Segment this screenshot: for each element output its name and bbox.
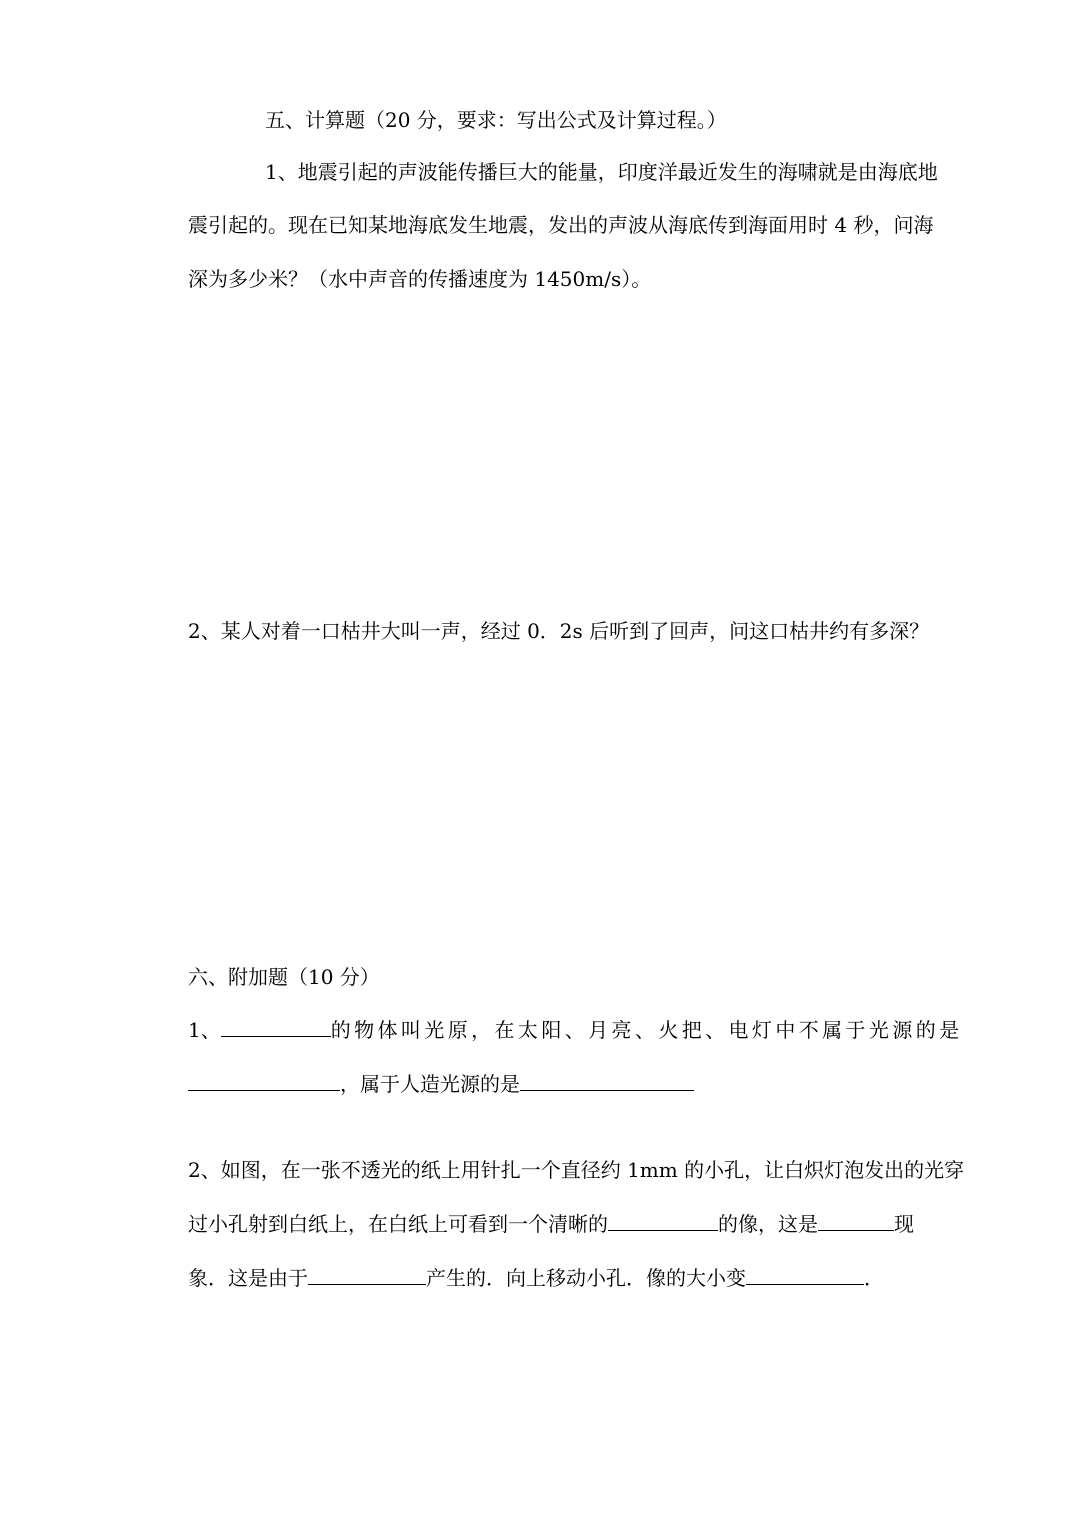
fill-question-1-prefix: 1、 xyxy=(188,1018,221,1042)
answer-blank[interactable] xyxy=(746,1266,864,1285)
fill-question-2-text-a: 过小孔射到白纸上，在白纸上可看到一个清晰的 xyxy=(188,1212,608,1236)
answer-blank[interactable] xyxy=(221,1018,331,1037)
answer-blank[interactable] xyxy=(188,1072,340,1091)
fill-question-1-text: 的物体叫光原，在太阳、月亮、火把、电灯中不属于光源的是 xyxy=(330,1018,963,1042)
fill-question-2-text-f: ． xyxy=(864,1266,884,1290)
fill-question-2-text-b: 的像，这是 xyxy=(718,1212,818,1236)
question-1-line-3: 深为多少米？（水中声音的传播速度为 1450m/s）。 xyxy=(188,267,652,291)
fill-question-1-line-2 xyxy=(188,1070,694,1098)
answer-blank[interactable] xyxy=(818,1212,894,1231)
question-2-line-1: 2、某人对着一口枯井大叫一声，经过 0．2s 后听到了回声，问这口枯井约有多深？ xyxy=(188,619,930,643)
fill-question-2-text-d: 象．这是由于 xyxy=(188,1266,308,1290)
fill-question-2-line-3 xyxy=(188,1264,884,1292)
fill-question-1-text-2: ，属于人造光源的是 xyxy=(340,1072,520,1096)
fill-question-2-line-1: 2、如图，在一张不透光的纸上用针扎一个直径约 1mm 的小孔，让白炽灯泡发出的光穿 xyxy=(188,1158,965,1182)
question-1-line-1: 1、地震引起的声波能传播巨大的能量，印度洋最近发生的海啸就是由海底地 xyxy=(265,160,938,184)
question-1-line-2: 震引起的。现在已知某地海底发生地震，发出的声波从海底传到海面用时 4 秒，问海 xyxy=(188,213,934,237)
section-5-title: 五、计算题（20 分，要求：写出公式及计算过程。） xyxy=(265,108,727,132)
answer-blank[interactable] xyxy=(608,1212,718,1231)
answer-blank[interactable] xyxy=(308,1266,426,1285)
fill-question-2-text-e: 产生的．向上移动小孔．像的大小变 xyxy=(426,1266,746,1290)
section-6-title: 六、附加题（10 分） xyxy=(188,965,380,989)
fill-question-1-line-1 xyxy=(188,1016,963,1044)
fill-question-2-line-2 xyxy=(188,1210,914,1238)
answer-blank[interactable] xyxy=(520,1072,694,1091)
fill-question-2-text-c: 现 xyxy=(894,1212,914,1236)
